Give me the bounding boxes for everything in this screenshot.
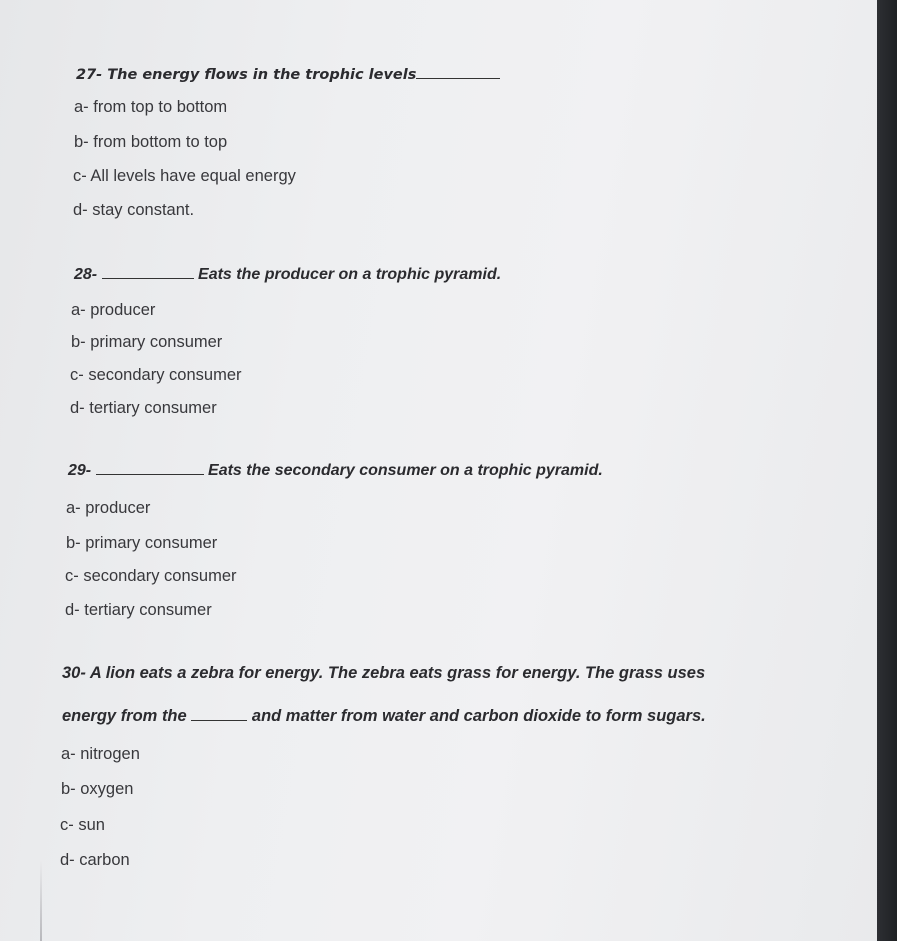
option-28-d: d- tertiary consumer [70,399,217,417]
answer-blank-29 [96,460,204,475]
background-edge [877,0,897,941]
question-30-line-1: 30- A lion eats a zebra for energy. The zebra eats grass for energy. The grass uses [62,664,706,682]
question-27 [76,64,500,83]
option-27-b: b- from bottom to top [74,133,228,151]
question-27-text: 27- The energy flows in the trophic levels [76,67,417,83]
question-29 [68,460,603,480]
option-27-a: a- from top to bottom [74,98,228,116]
option-28-a: a- producer [71,301,156,319]
option-28-c: c- secondary consumer [70,366,242,384]
option-29-a: a- producer [66,499,151,517]
option-29-c: c- secondary consumer [65,567,237,585]
question-28-text: Eats the producer on a trophic pyramid. [198,266,502,283]
question-30-text-end: and matter from water and carbon dioxide to form sugars. [251,707,706,725]
option-30-a: a- nitrogen [61,745,140,763]
question-29-number: 29- [68,462,92,479]
option-27-c: c- All levels have equal energy [73,167,296,185]
option-30-c: c- sun [60,816,105,834]
answer-blank-28 [102,264,194,279]
answer-blank-30 [191,706,247,721]
option-28-b: b- primary consumer [71,333,223,351]
option-30-b: b- oxygen [61,780,134,798]
question-28-number: 28- [74,266,98,283]
option-30-d: d- carbon [60,851,130,869]
option-29-b: b- primary consumer [66,534,218,552]
paper-fold-line [40,860,42,941]
option-29-d: d- tertiary consumer [65,601,212,619]
question-30-text-start: energy from the [62,707,187,725]
question-30-line-2 [62,706,706,726]
option-27-d: d- stay constant. [73,201,195,219]
question-28 [74,264,501,284]
question-29-text: Eats the secondary consumer on a trophic pyramid. [208,462,603,479]
answer-blank-27 [416,64,500,79]
